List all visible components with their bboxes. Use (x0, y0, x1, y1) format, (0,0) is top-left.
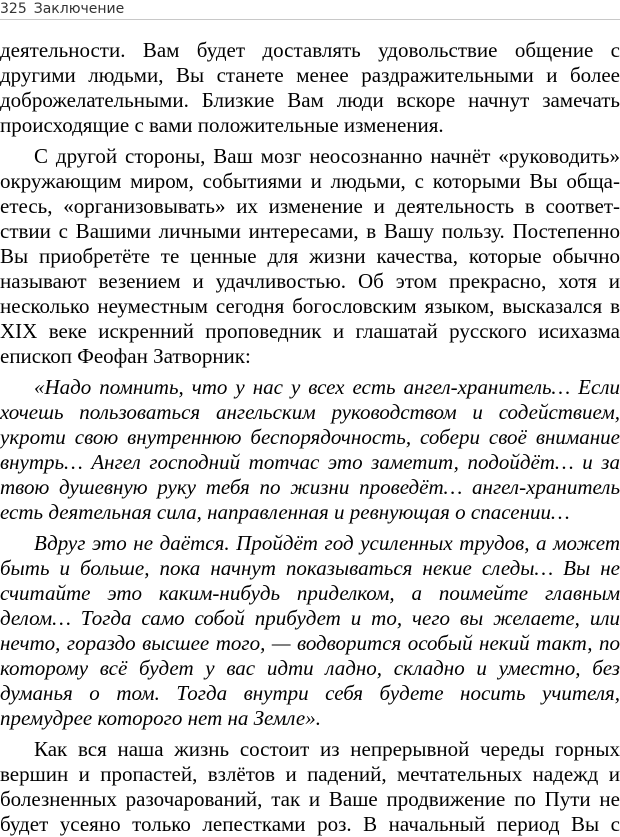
quote-paragraph (0, 375, 620, 525)
quote-paragraph (0, 531, 620, 731)
text-line: деятельности. Вам будет доставлять удовольствие общение с (0, 38, 620, 62)
text-line: вершин и пропастей, взлётов и падений, мечтательных надежд и (0, 762, 620, 786)
text-line: быть и больше, пока начнут показываться некие следы… Вы не (0, 556, 620, 580)
page-number: 325 (0, 1, 27, 17)
text-line: XIX веке искренний проповедник и глашатай русского исихазма (0, 319, 620, 343)
text-line: считайте это каким-нибудь приделком, а поимейте главным (0, 581, 620, 605)
text-line: С другой стороны, Ваш мозг неосознанно начнёт «руководить» (34, 144, 620, 168)
text-line: внутрь… Ангел господний тотчас это заметит, подойдёт… и за (0, 450, 620, 474)
text-line: которому всё будет у вас идти ладно, складно и уместно, без (0, 656, 620, 680)
section-title: Заключение (33, 1, 125, 17)
paragraph (0, 38, 620, 138)
text-line: премудрее которого нет на Земле». (0, 706, 321, 730)
text-line: другими людьми, Вы станете менее раздражительными и более (0, 63, 620, 87)
paragraph (0, 737, 620, 837)
body-text (0, 38, 620, 837)
text-line: Вдруг это не даётся. Пройдёт год усиленных трудов, а может (34, 531, 620, 555)
text-line: ствии с Вашими личными интересами, в Вашу пользу. Постепенно (0, 219, 620, 243)
text-line: доброжелательными. Близкие Вам люди вскоре начнут замечать (0, 88, 620, 112)
text-line: твою душевную руку тебя по жизни проведёт… ангел-хранитель (0, 475, 620, 499)
text-line: несколько неуместным сегодня богословским языком, высказался в (0, 294, 620, 318)
text-line: Как вся наша жизнь состоит из непрерывной череды горных (34, 737, 620, 761)
running-header (0, 0, 620, 20)
text-line: хочешь пользоваться ангельским руководством и содействием, (0, 400, 620, 424)
text-line: укроти свою внутреннюю беспорядочность, собери своё внимание (0, 425, 620, 449)
text-line: есть деятельная сила, направленная и ревнующая о спасении… (0, 500, 570, 524)
text-line: «Надо помнить, что у нас у всех есть ангел-хранитель… Если (34, 375, 620, 399)
text-line: нечто, гораздо высшее того, — водворится особый некий такт, по (0, 631, 620, 655)
text-line: называют везением и удачливостью. Об этом прекрасно, хотя и (0, 269, 620, 293)
text-line: болезненных разочарований, так и Ваше продвижение по Пути не (0, 787, 620, 811)
text-line: будет усеяно только лепестками роз. В начальный период Вы с (0, 812, 620, 836)
text-line: епископ Феофан Затворник: (0, 344, 251, 368)
paragraph (0, 144, 620, 369)
text-line: окружающим миром, событиями и людьми, с которыми Вы обща- (0, 169, 620, 193)
text-line: Вы приобретёте те ценные для жизни качества, которые обычно (0, 244, 620, 268)
text-line: думанья о том. Тогда внутри себя будете носить учителя, (0, 681, 620, 705)
text-line: етесь, «организовывать» их изменение и деятельность в соответ- (0, 194, 620, 218)
text-line: происходящие с вами положительные изменения. (0, 113, 444, 137)
text-line: делом… Тогда само собой прибудет и то, чего вы желаете, или (0, 606, 620, 630)
